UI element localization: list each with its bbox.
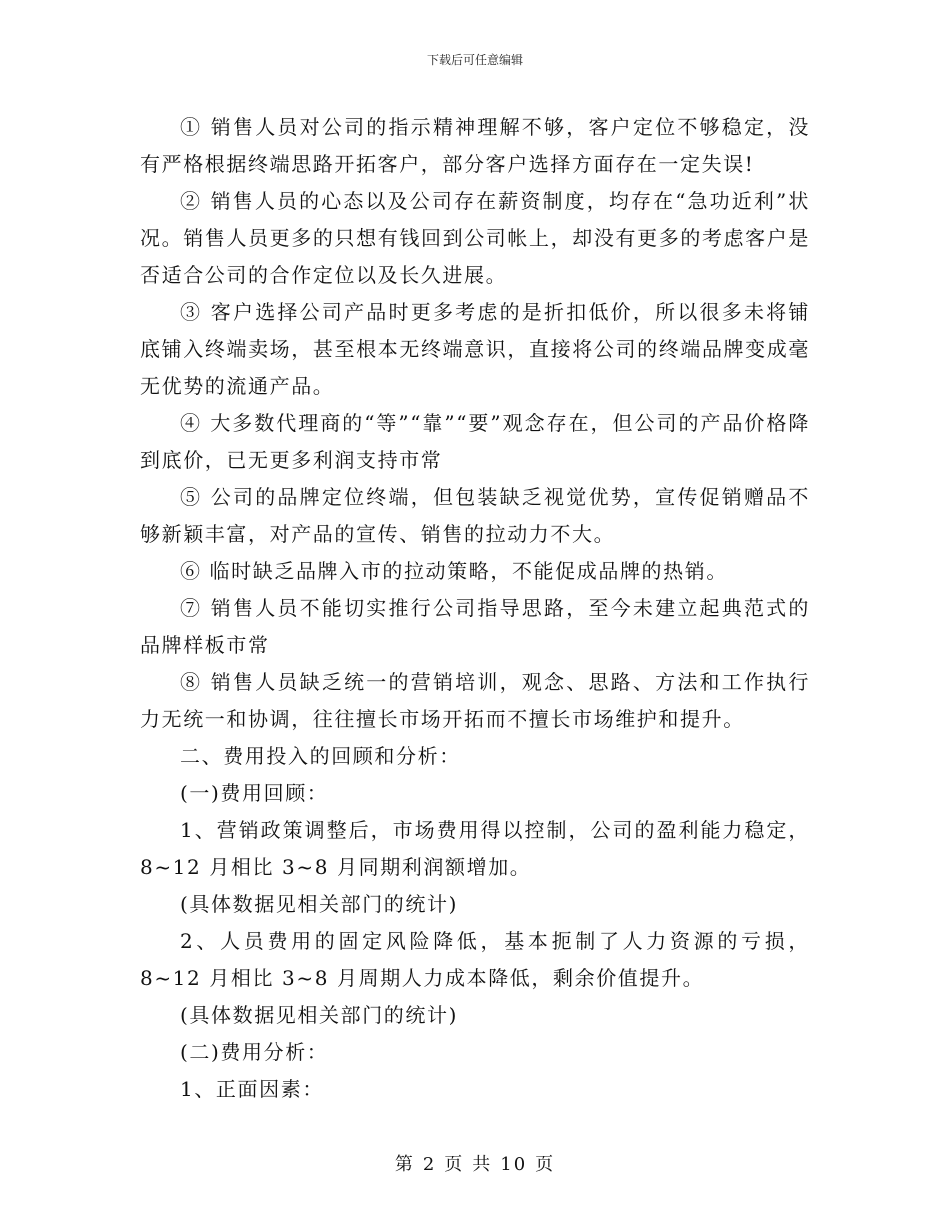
footer-total-pages: 10 — [500, 1154, 528, 1175]
footer-page-number: 2 — [422, 1154, 437, 1175]
footer-total-prefix: 共 — [472, 1154, 493, 1175]
subsection-heading-1: (一)费用回顾： — [180, 781, 329, 805]
note-2: (具体数据见相关部门的统计) — [180, 1003, 459, 1027]
paragraph-3: ③ 客户选择公司产品时更多考虑的是折扣低价，所以很多未将铺底铺入终端卖场，甚至根本无终端意识，直接将公司的终端品牌变成毫无优势的流通产品。 — [140, 300, 810, 398]
page-footer — [0, 1153, 950, 1177]
paragraph-7: ⑦ 销售人员不能切实推行公司指导思路，至今未建立起典范式的品牌样板市常 — [140, 596, 810, 657]
paragraph-1: ① 销售人员对公司的指示精神理解不够，客户定位不够稳定，没有严格根据终端思路开拓客户，部分客户选择方面存在一定失误! — [140, 115, 810, 176]
paragraph-cost-1: 1、营销政策调整后，市场费用得以控制，公司的盈利能力稳定，8~12 月相比 3~8 月同期利润额增加。 — [140, 818, 810, 879]
section-heading-2: 二、费用投入的回顾和分析： — [180, 744, 461, 768]
paragraph-4: ④ 大多数代理商的“等”“靠”“要”观念存在，但公司的产品价格降到底价，已无更多利润支持市常 — [140, 411, 810, 472]
footer-total-suffix: 页 — [535, 1154, 556, 1175]
paragraph-6: ⑥ 临时缺乏品牌入市的拉动策略，不能促成品牌的热销。 — [180, 559, 728, 583]
footer-page-mid: 页 — [444, 1154, 465, 1175]
page-header: 下载后可任意编辑 — [426, 53, 523, 67]
paragraph-5: ⑤ 公司的品牌定位终端，但包装缺乏视觉优势，宣传促销赠品不够新颖丰富，对产品的宣传、销售的拉动力不大。 — [140, 485, 810, 546]
footer-page-prefix: 第 — [394, 1154, 415, 1175]
paragraph-2: ② 销售人员的心态以及公司存在薪资制度，均存在“急功近利”状况。销售人员更多的只想有钱回到公司帐上，却没有更多的考虑客户是否适合公司的合作定位以及长久进展。 — [140, 189, 810, 287]
paragraph-cost-2: 2、人员费用的固定风险降低，基本扼制了人力资源的亏损，8~12 月相比 3~8 月周期人力成本降低，剩余价值提升。 — [140, 929, 810, 990]
note-1: (具体数据见相关部门的统计) — [180, 892, 459, 916]
paragraph-8: ⑧ 销售人员缺乏统一的营销培训，观念、思路、方法和工作执行力无统一和协调，往往擅长市场开拓而不擅长市场维护和提升。 — [140, 670, 810, 731]
list-heading-positive: 1、正面因素： — [180, 1077, 324, 1101]
subsection-heading-2: (二)费用分析： — [180, 1040, 329, 1064]
document-body — [140, 109, 810, 1108]
